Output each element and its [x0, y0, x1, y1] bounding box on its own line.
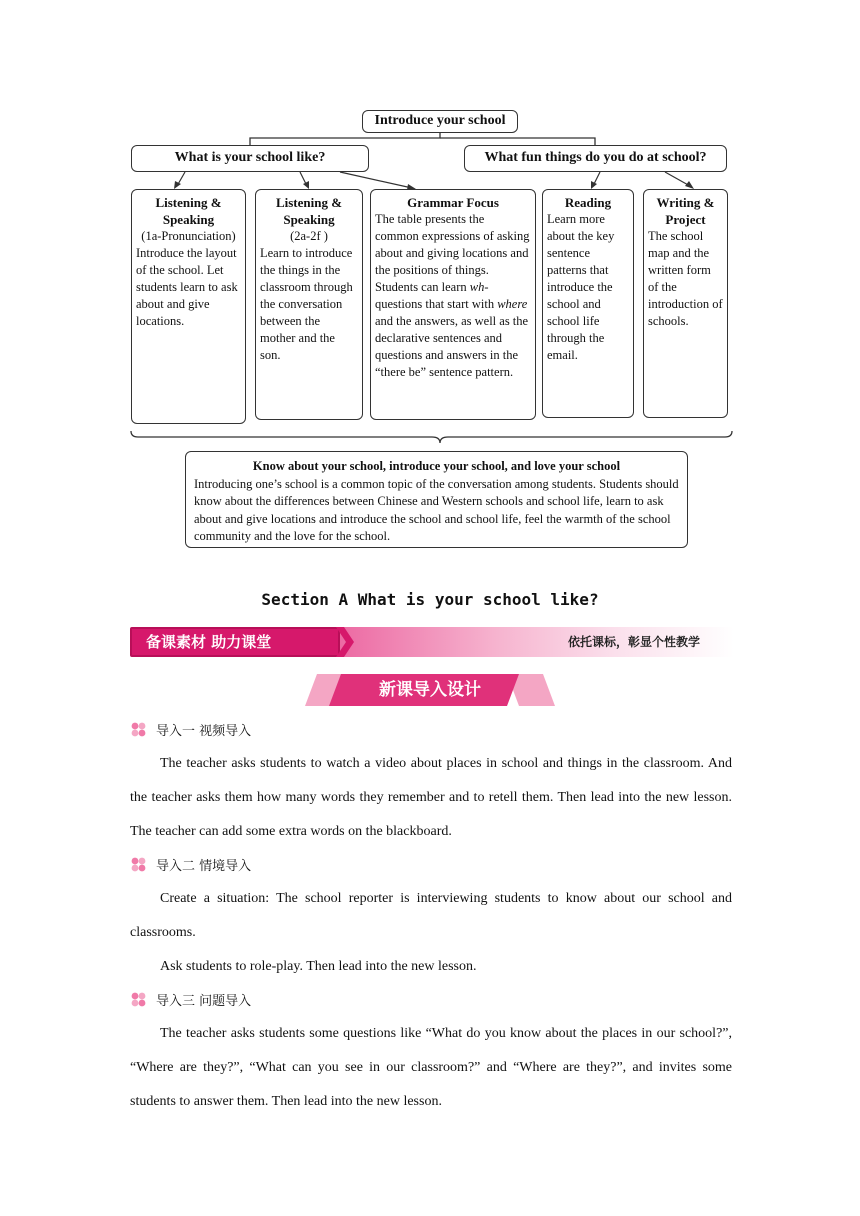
diagram-branch-left-box: [131, 145, 369, 172]
banner-right-label: 依托课标，彰显个性教学: [567, 635, 700, 649]
diagram-column-5: [643, 189, 728, 418]
column-1-body: Introduce the layout of the school. Let students learn to ask about and give locations.: [136, 246, 238, 328]
column-3-body-part-2: questions that start with: [375, 297, 498, 311]
column-4-heading: Reading: [564, 195, 612, 210]
lead-2-paragraph-2: Ask students to role-play. Then lead into the new lesson.: [160, 959, 477, 974]
lead-1-heading: [130, 722, 251, 741]
column-2-heading: Listening & Speaking: [275, 195, 343, 227]
lead-3-paragraph-1: The teacher asks students some questions like “What do you know about the places in our school?”, “Where are they?”, “What can you see in our classroom?” and “Where are they?”, and invites some students to answer them. Then lead into the new lesson.: [130, 1026, 732, 1109]
summary-title: Know about your school, introduce your school, and love your school: [252, 459, 621, 473]
lead-2-heading: [130, 857, 251, 876]
banner-left-label: 备课素材 助力课堂: [130, 627, 340, 657]
column-2-subheading: (2a-2f ): [290, 229, 328, 243]
banner-chevron-icon: [336, 627, 356, 657]
diagram-root-label: Introduce your school: [374, 113, 506, 128]
lead-1-heading-text: 导入一 视频导入: [156, 724, 252, 739]
column-2-body: Learn to introduce the things in the classroom through the conversation between the mother and the son.: [260, 246, 353, 362]
diagram-summary-box: [185, 451, 688, 548]
column-3-heading: Grammar Focus: [407, 195, 499, 210]
column-4-body: Learn more about the key sentence patterns that introduce the school and school life through the email.: [547, 212, 615, 362]
column-3-body: [375, 211, 531, 381]
diagram-root-box: [362, 110, 518, 133]
flower-icon: [130, 857, 148, 873]
lead-in-design-banner: [305, 674, 555, 706]
column-5-heading: Writing & Project: [656, 195, 715, 227]
lead-3-heading-text: 导入三 问题导入: [156, 994, 252, 1009]
lead-2-heading-text: 导入二 情境导入: [156, 859, 252, 874]
lead-2-paragraph-1: Create a situation: The school reporter is interviewing students to know about our school and classrooms.: [130, 891, 732, 940]
summary-body: Introducing one’s school is a common topic of the conversation among students. Students should know about the differences between Chinese and Western schools and school life, learn to ask about and give locations and introduce the school and school life, feel the warmth of the school community and the love for the school.: [194, 476, 679, 543]
diagram-branch-right-box: [464, 145, 727, 172]
column-3-body-part-3: and the answers, as well as the declarative sentences and questions and answers in the “there be” sentence pattern.: [375, 314, 529, 379]
column-3-body-emphasis-2: where: [497, 297, 528, 311]
flower-icon: [130, 992, 148, 1008]
section-title: Section A What is your school like?: [261, 590, 599, 609]
column-3-body-part-1: The table presents the common expressions of asking about and giving locations and the positions of things. Students can learn: [375, 212, 530, 294]
lead-in-banner-title: 新课导入设计: [379, 680, 481, 700]
diagram-branch-right-label: What fun things do you do at school?: [484, 150, 707, 165]
column-3-body-emphasis-1: wh-: [469, 280, 489, 294]
column-5-body: The school map and the written form of the introduction of schools.: [648, 229, 723, 328]
diagram-column-4: [542, 189, 634, 418]
lead-1-paragraph-1: The teacher asks students to watch a video about places in school and things in the classroom. And the teacher asks them how many words they remember and to retell them. Then lead into the new lesson. The teacher can add some extra words on the blackboard.: [130, 756, 732, 839]
lead-3-heading: [130, 992, 251, 1011]
diagram-column-3: [370, 189, 536, 420]
column-1-subheading: (1a-Pronunciation): [141, 229, 236, 243]
prep-banner: [130, 627, 734, 657]
column-1-heading: Listening & Speaking: [155, 195, 222, 227]
flower-icon: [130, 722, 148, 738]
diagram-column-2: [255, 189, 363, 420]
diagram-branch-left-label: What is your school like?: [174, 150, 326, 165]
diagram-column-1: [131, 189, 246, 424]
